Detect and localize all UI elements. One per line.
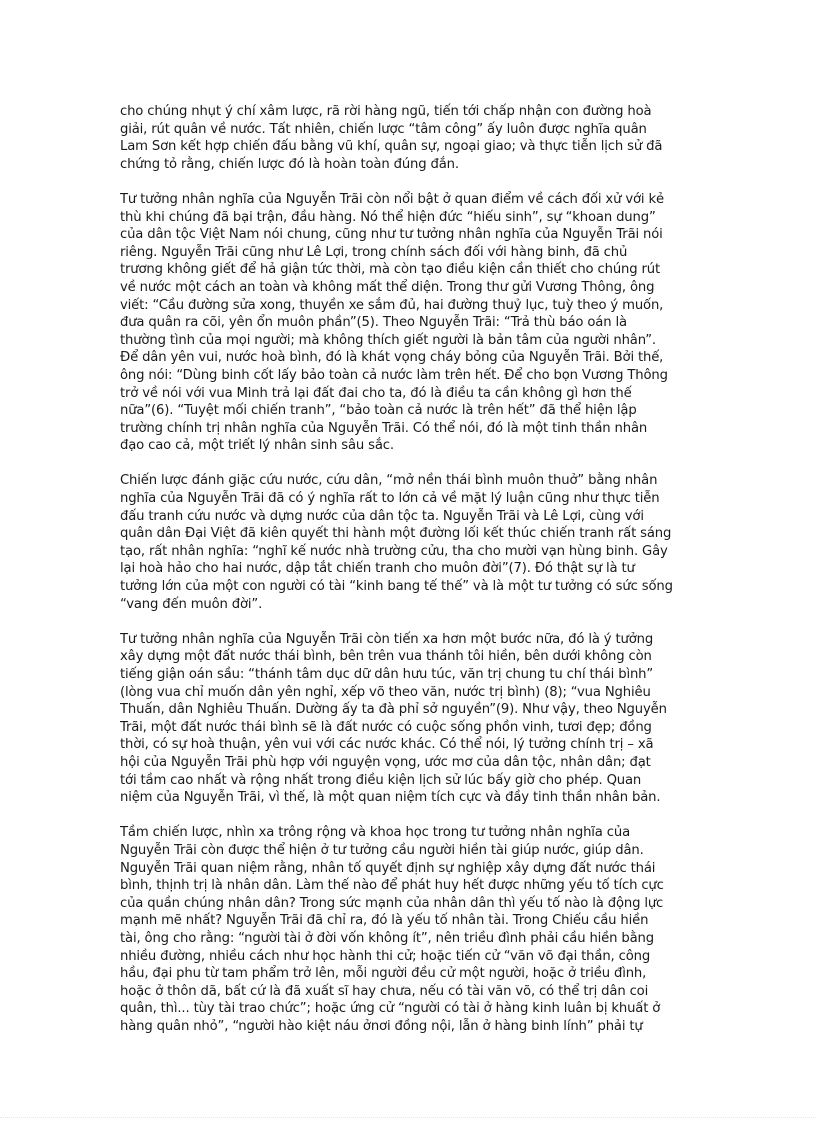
paragraph-3: Chiến lược đánh giặc cứu nước, cứu dân, “mở nền thái bình muôn thuở” bằng nhân nghĩa của Nguyễn Trãi đã có ý nghĩa rất to lớn cả về mặt lý luận cũng như thực tiễn đấu tranh cứu nước và dựng nước của dân tộc ta. Nguyễn Trãi và Lê Lợi, cùng với quân dân Đại Việt đã kiên quyết thi hành một đường lối kết thúc chiến tranh rất sáng tạo, rất nhân nghĩa: “nghĩ kế nước nhà trường cửu, tha cho mười vạn hùng binh. Gây lại hoà hảo cho hai nước, dập tắt chiến tranh cho muôn đời”(7). Đó thật sự là tư tưởng lớn của một con người có tài “kinh bang tế thế” và là một tư tưởng có sức sống “vang đến muôn đời”. (120, 473, 673, 612)
paragraph-2: Tư tưởng nhân nghĩa của Nguyễn Trãi còn nổi bật ở quan điểm về cách đối xử với kẻ thù khi chúng đã bại trận, đầu hàng. Nó thể hiện đức “hiếu sinh”, sự “khoan dung” của dân tộc Việt Nam nói chung, cũng như tư tưởng nhân nghĩa của Nguyễn Trãi nói riêng. Nguyễn Trãi cũng như Lê Lợi, trong chính sách đối với hàng binh, đã chủ trương không giết để hả giận tức thời, mà còn tạo điều kiện cần thiết cho chúng rút về nước một cách an toàn và không mất thể diện. Trong thư gửi Vương Thông, ông viết: “Cầu đường sửa xong, thuyền xe sắm đủ, hai đường thuỷ lục, tuỳ theo ý muốn, đưa quân ra cõi, yên ổn muôn phần”(5). Theo Nguyễn Trãi: “Trả thù báo oán là thường tình của mọi người; mà không thích giết người là bản tâm của người nhân”. Để dân yên vui, nước hoà bình, đó là khát vọng cháy bỏng của Nguyễn Trãi. Bởi thế, ông nói: “Dùng binh cốt lấy bảo toàn cả nước làm trên hết. Để cho bọn Vương Thông trở về nói với vua Minh trả lại đất đai cho ta, đó là điều ta cần không gì hơn thế nữa”(6). “Tuyệt mối chiến tranh”, “bảo toàn cả nước là trên hết” đã thể hiện lập trường chính trị nhân nghĩa của Nguyễn Trãi. Có thể nói, đó là một tinh thần nhân đạo cao cả, một triết lý nhân sinh sâu sắc. (120, 191, 668, 454)
page-bottom-divider (0, 1117, 816, 1118)
paragraph-1: cho chúng nhụt ý chí xâm lược, rã rời hàng ngũ, tiến tới chấp nhận con đường hoà giải, rút quân về nước. Tất nhiên, chiến lược “tâm công” ấy luôn được nghĩa quân Lam Sơn kết hợp chiến đấu bằng vũ khí, quân sự, ngoại giao; và thực tiễn lịch sử đã chứng tỏ rằng, chiến lược đó là hoàn toàn đúng đắn. (120, 104, 663, 172)
paragraph-4: Tư tưởng nhân nghĩa của Nguyễn Trãi còn tiến xa hơn một bước nữa, đó là ý tưởng xây dựng một đất nước thái bình, bên trên vua thánh tôi hiền, bên dưới không còn tiếng giận oán sầu: “thánh tâm dục dữ dân hưu túc, văn trị chung tu chí thái bình” (lòng vua chỉ muốn dân yên nghỉ, xếp võ theo văn, nước trị bình) (8); “vua Nghiêu Thuấn, dân Nghiêu Thuấn. Dường ấy ta đà phỉ sở nguyền”(9). Như vậy, theo Nguyễn Trãi, một đất nước thái bình sẽ là đất nước có cuộc sống phồn vinh, tươi đẹp; đồng thời, có sự hoà thuận, yên vui với các nước khác. Có thể nói, lý tưởng chính trị – xã hội của Nguyễn Trãi phù hợp với nguyện vọng, ước mơ của dân tộc, nhân dân; đạt tới tầm cao nhất và rộng nhất trong điều kiện lịch sử lúc bấy giờ cho phép. Quan niệm của Nguyễn Trãi, vì thế, là một quan niệm tích cực và đầy tinh thần nhân bản. (120, 631, 667, 806)
paragraph-5: Tầm chiến lược, nhìn xa trông rộng và khoa học trong tư tưởng nhân nghĩa của Nguyễn Trãi còn được thể hiện ở tư tưởng cầu người hiền tài giúp nước, giúp dân. Nguyễn Trãi quan niệm rằng, nhân tố quyết định sự nghiệp xây dựng đất nước thái bình, thịnh trị là nhân dân. Làm thế nào để phát huy hết được những yếu tố tích cực của quần chúng nhân dân? Trong sức mạnh của nhân dân thì yếu tố nào là động lực mạnh mẽ nhất? Nguyễn Trãi đã chỉ ra, đó là yếu tố nhân tài. Trong Chiếu cầu hiền tài, ông cho rằng: “người tài ở đời vốn không ít”, nên triều đình phải cầu hiền bằng nhiều đường, nhiều cách như học hành thi cử; hoặc tiến cử “văn võ đại thần, công hầu, đại phu từ tam phẩm trở lên, mỗi người đều cử một người, hoặc ở triều đình, hoặc ở thôn dã, bất cứ là đã xuất sĩ hay chưa, nếu có tài văn võ, có thể trị dân coi quân, thì... tùy tài trao chức”; hoặc ứng cử “người có tài ở hàng kinh luân bị khuất ở hàng quân nhỏ”, “người hào kiệt náu ởnơi đồng nội, lẫn ở hàng binh lính” phải tự (120, 825, 664, 1034)
document-body (120, 103, 705, 1053)
